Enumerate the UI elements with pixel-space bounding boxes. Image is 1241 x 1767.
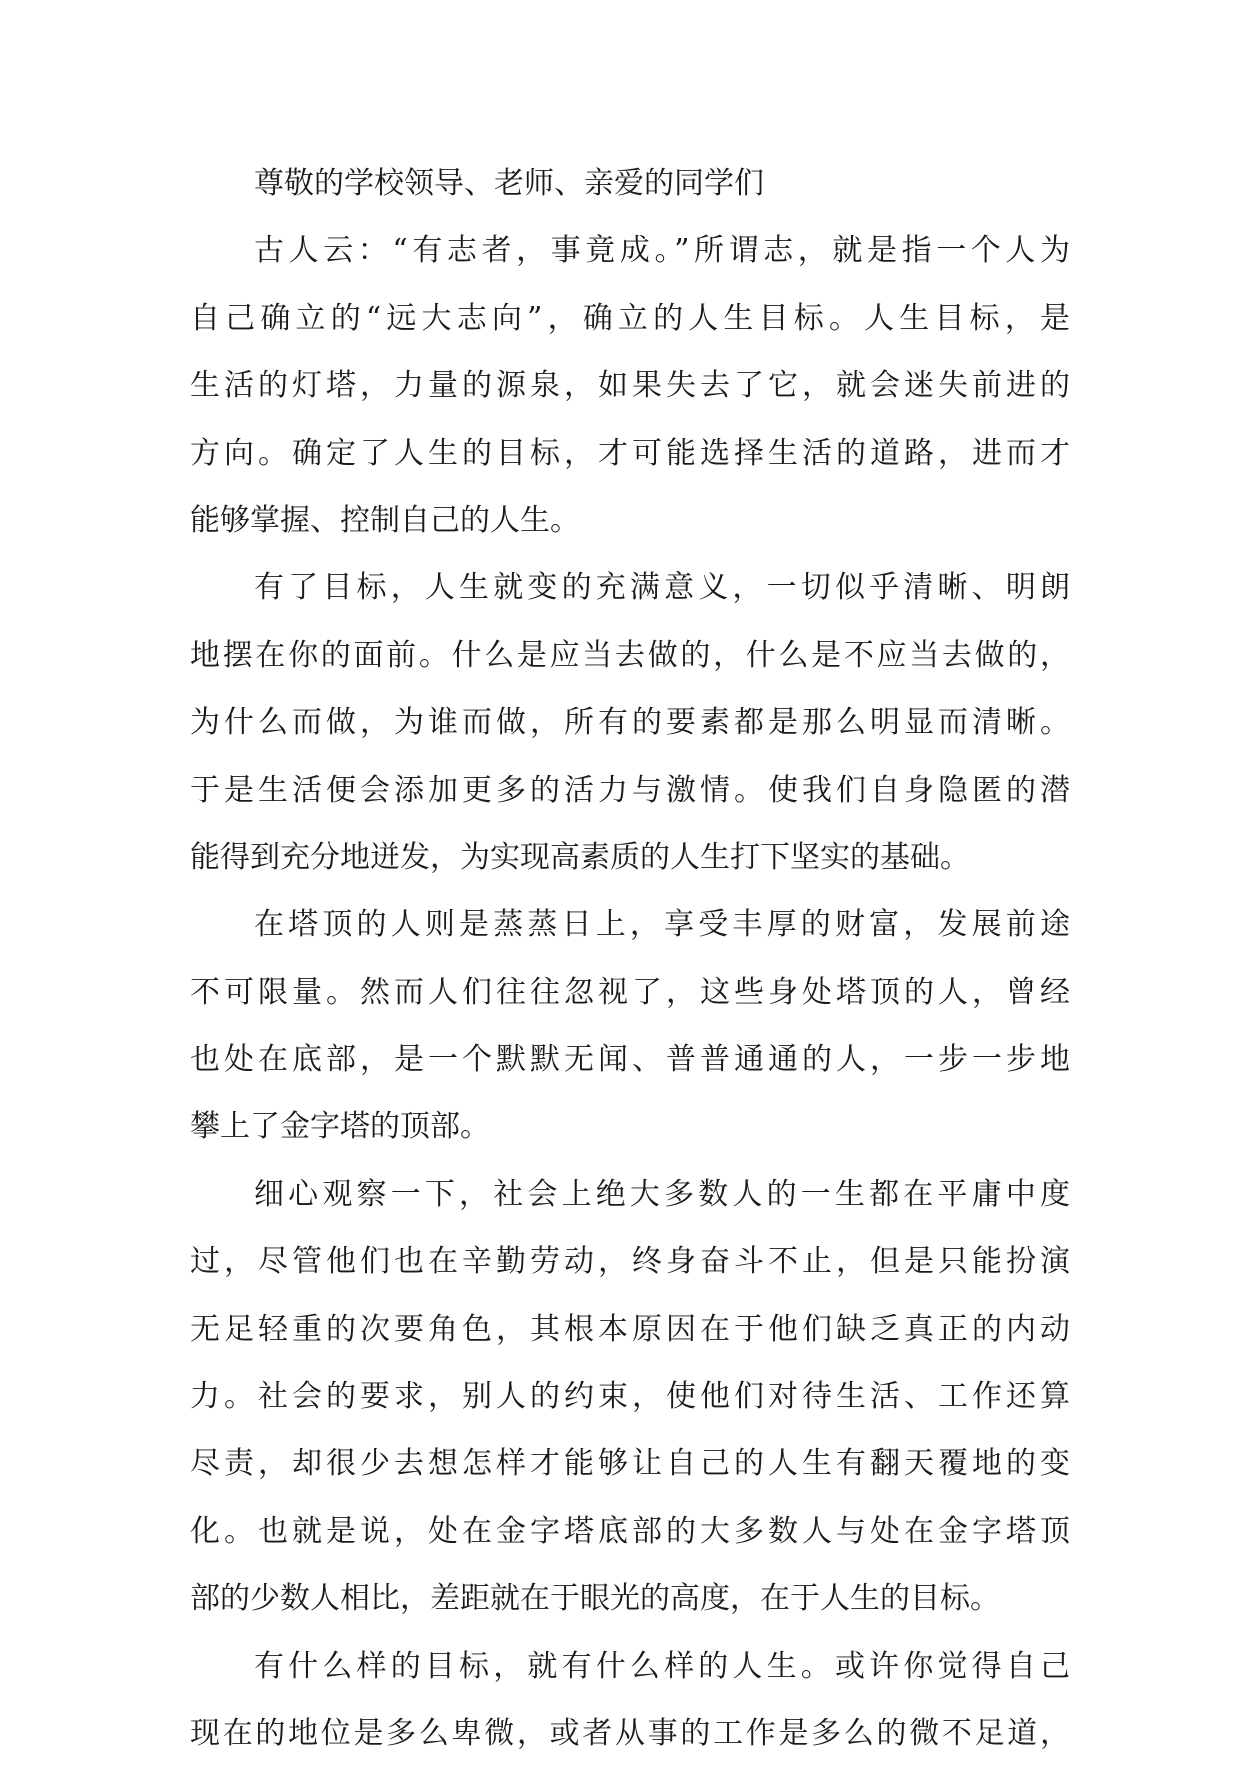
text-line: 于是生活便会添加更多的活力与激情。使我们自身隐匿的潜	[190, 772, 1070, 808]
text-line: 自己确立的“远大志向”，确立的人生目标。人生目标，是	[190, 300, 1070, 336]
text-line: 有什么样的目标，就有什么样的人生。或许你觉得自己	[254, 1648, 1070, 1684]
text-line: 能得到充分地迸发，为实现高素质的人生打下坚实的基础。	[190, 839, 970, 875]
text-line: 有了目标，人生就变的充满意义，一切似乎清晰、明朗	[254, 570, 1070, 606]
text-line: 过，尽管他们也在辛勤劳动，终身奋斗不止，但是只能扮演	[190, 1244, 1070, 1280]
text-line: 能够掌握、控制自己的人生。	[190, 502, 580, 538]
text-line: 部的少数人相比，差距就在于眼光的高度，在于人生的目标。	[190, 1581, 1000, 1617]
text-line: 古人云：“有志者，事竟成。”所谓志，就是指一个人为	[254, 233, 1070, 269]
text-line: 化。也就是说，处在金字塔底部的大多数人与处在金字塔顶	[190, 1513, 1070, 1549]
text-line: 尊敬的学校领导、老师、亲爱的同学们	[254, 166, 764, 201]
text-line: 生活的灯塔，力量的源泉，如果失去了它，就会迷失前进的	[190, 368, 1070, 404]
speech-body	[190, 150, 1070, 1767]
text-line: 细心观察一下，社会上绝大多数人的一生都在平庸中度	[254, 1176, 1070, 1212]
text-line: 力。社会的要求，别人的约束，使他们对待生活、工作还算	[190, 1379, 1070, 1415]
text-line: 尽责，却很少去想怎样才能够让自己的人生有翻天覆地的变	[190, 1446, 1070, 1482]
text-line: 无足轻重的次要角色，其根本原因在于他们缺乏真正的内动	[190, 1311, 1070, 1347]
text-line: 地摆在你的面前。什么是应当去做的，什么是不应当去做的，	[190, 637, 1070, 673]
text-line: 为什么而做，为谁而做，所有的要素都是那么明显而清晰。	[190, 705, 1070, 741]
text-line: 也处在底部，是一个默默无闻、普普通通的人，一步一步地	[190, 1042, 1070, 1078]
text-line: 在塔顶的人则是蒸蒸日上，享受丰厚的财富，发展前途	[254, 907, 1070, 943]
text-line: 攀上了金字塔的顶部。	[190, 1109, 490, 1145]
text-line: 现在的地位是多么卑微，或者从事的工作是多么的微不足道，	[190, 1715, 1070, 1751]
text-line: 方向。确定了人生的目标，才可能选择生活的道路，进而才	[190, 435, 1070, 471]
text-line: 不可限量。然而人们往往忽视了，这些身处塔顶的人，曾经	[190, 974, 1070, 1010]
